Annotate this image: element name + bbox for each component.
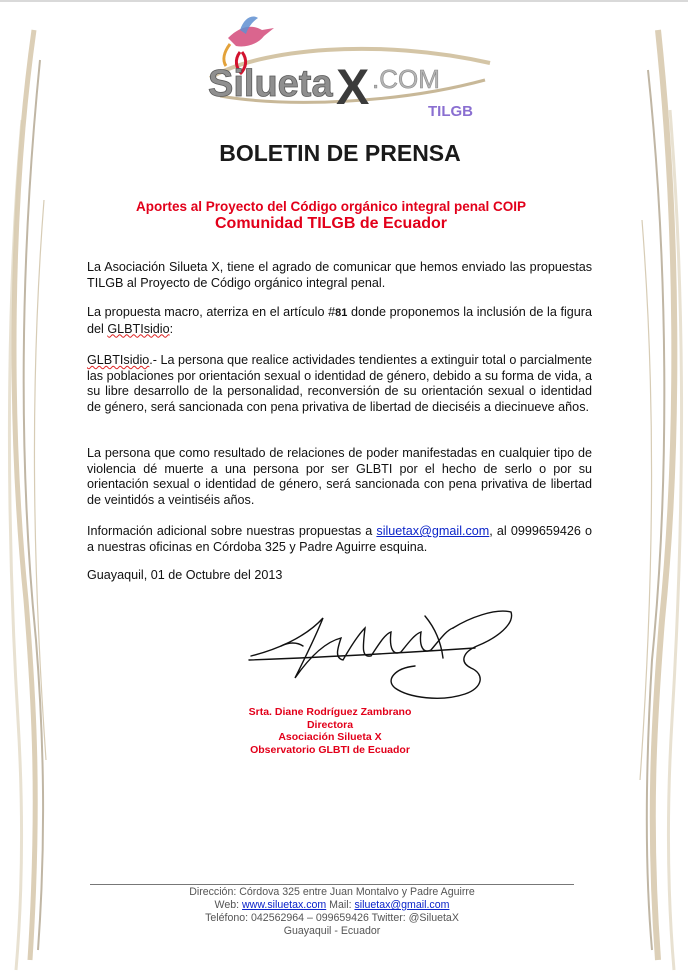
logo-tagline: TILGB [428, 103, 473, 120]
subtitle-community: Comunidad TILGB de Ecuador [214, 215, 447, 232]
subtitle-coip: Aportes al Proyecto del Código orgánico integral penal COIP [135, 199, 527, 214]
contact-text-before: Información adicional sobre nuestras propuestas a [87, 524, 377, 538]
logo-brand-left: Silueta [208, 63, 333, 105]
term-glbtisidio-definition: GLBTIsidio [87, 353, 150, 367]
footer-address: Dirección: Córdova 325 entre Juan Montalvo y Padre Aguirre [189, 886, 475, 898]
siluetax-logo [200, 8, 500, 128]
document-date: Guayaquil, 01 de Octubre del 2013 [87, 568, 283, 582]
page-top-edge [0, 0, 688, 2]
page-title: BOLETIN DE PRENSA [219, 140, 461, 166]
footer-web-label: Web: [214, 899, 243, 911]
signer-organization: Asociación Silueta X [278, 731, 382, 743]
proposal-text-end: : [169, 321, 174, 336]
footer-mail-link[interactable]: siluetax@gmail.com [354, 899, 450, 911]
paragraph-penalty: La persona que como resultado de relaciones de poder manifestadas en cualquier tipo de violencia dé muerte a una persona por ser GLBTI por el hecho de serlo o por su orientación sexual o identidad de género, será sancionada con pena privativa de libertad de veintidós a veintiséis años. [87, 446, 592, 507]
footer-divider [90, 884, 574, 885]
paragraph-contact [87, 524, 592, 555]
contact-email-link[interactable]: siluetax@gmail.com [376, 524, 490, 538]
footer-city: Guayaquil - Ecuador [283, 925, 381, 937]
footer-mail-label: Mail: [326, 899, 355, 911]
signer-role: Directora [306, 718, 354, 731]
contact-text-after: , al 0999659426 o a nuestras oficinas en Córdoba 325 y Padre Aguirre esquina. [87, 524, 593, 554]
footer [90, 886, 574, 938]
proposal-text-before: La propuesta macro, aterriza en el artículo # [87, 305, 336, 319]
signer-observatory: Observatorio GLBTI de Ecuador [250, 743, 410, 756]
signature-block [210, 706, 450, 756]
paragraph-intro: La Asociación Silueta X, tiene el agrado de comunicar que hemos enviado las propuestas TILGB al Proyecto de Código orgánico integral penal. [87, 260, 592, 290]
footer-phone: Teléfono: 042562964 – 099659426 Twitter: @SiluetaX [205, 912, 459, 924]
term-glbtisidio: GLBTIsidio [107, 321, 170, 336]
footer-web-link[interactable]: www.siluetax.com [242, 899, 327, 911]
logo-brand-x: X [336, 59, 370, 115]
proposal-text-middle: donde proponemos la inclusión de la figura del [87, 305, 592, 336]
article-number: 81 [335, 307, 348, 319]
paragraph-definition [87, 353, 592, 415]
definition-text: .- La persona que realice actividades tendientes a extinguir total o parcialmente las poblaciones por orientación sexual o identidad de género, debido a su forma de vida, a su libre desarrollo de la personalidad, reconversión de su orientación sexual o identidad de género, será sancionada con pena privativa de libertad de dieciséis a diecinueve años. [87, 353, 592, 414]
handwritten-signature [245, 598, 520, 703]
logo-brand-com: .COM [372, 64, 440, 94]
footer-web-mail [90, 899, 574, 912]
signer-name: Srta. Diane Rodríguez Zambrano [248, 706, 412, 718]
paragraph-proposal [87, 305, 592, 337]
